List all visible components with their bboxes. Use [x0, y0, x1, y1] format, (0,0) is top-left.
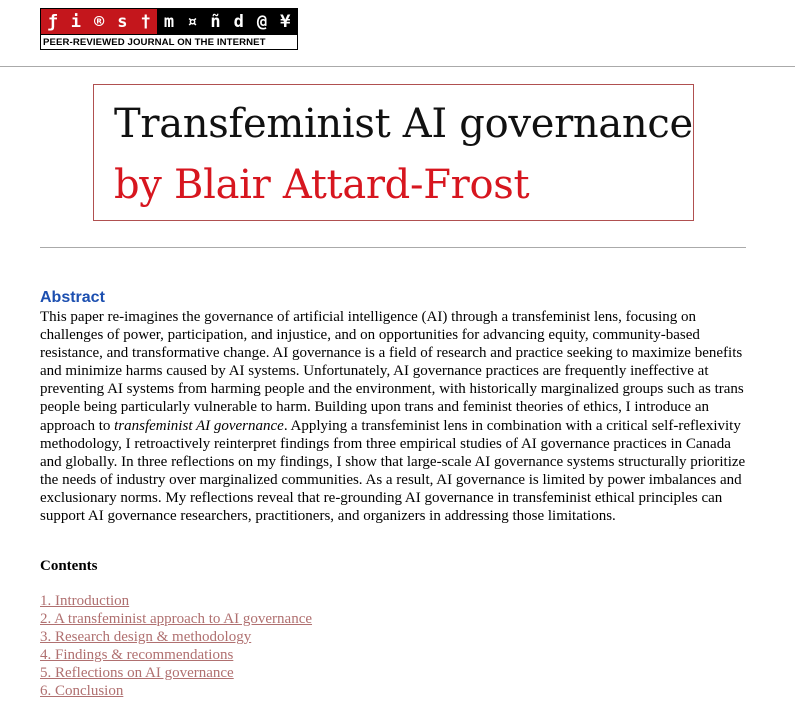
toc-item	[40, 682, 312, 700]
toc-item	[40, 610, 312, 628]
toc-link-introduction[interactable]: 1. Introduction	[40, 593, 130, 609]
table-of-contents	[40, 592, 312, 700]
logo-glyph: @	[250, 9, 273, 34]
toc-item	[40, 592, 312, 610]
toc-link-findings[interactable]: 4. Findings & recommendations	[40, 647, 234, 663]
journal-logo[interactable]	[40, 8, 298, 50]
logo-glyph: ƒ	[41, 9, 64, 34]
title-divider	[40, 247, 746, 248]
abstract-text	[40, 308, 755, 525]
toc-link-transfeminist-approach[interactable]: 2. A transfeminist approach to AI governance	[40, 611, 313, 627]
contents-heading: Contents	[40, 558, 98, 574]
logo-glyph: i	[64, 9, 87, 34]
toc-link-conclusion[interactable]: 6. Conclusion	[40, 683, 124, 699]
abstract-heading: Abstract	[40, 289, 105, 306]
logo-glyph: s	[111, 9, 134, 34]
article-author: by Blair Attard-Frost	[114, 162, 530, 208]
abstract-text-part: . Applying a transfeminist lens in combination with a critical self-reflexivity methodology, I retroactively reinterpret findings from three empirical studies of AI governance practices in Canada and globally. In three reflections on my findings, I show that large-scale AI governance systems structurally prioritize the needs of industry over marginalized communities. As a result, AI governance is limited by power imbalances and exclusionary norms. My reflections reveal that re-grounding AI governance in transfeminist ethical principles can support AI governance researchers, practitioners, and organizers in addressing those limitations.	[40, 417, 746, 525]
logo-glyph: †	[134, 9, 157, 34]
logo-glyph-row	[41, 9, 297, 34]
logo-tagline: PEER-REVIEWED JOURNAL ON THE INTERNET	[41, 34, 297, 50]
abstract-text-part: This paper re-imagines the governance of artificial intelligence (AI) through a transfeminist lens, focusing on challenges of power, participation, and injustice, and on opportunities for advancing equity, community-based resistance, and transformative change. AI governance is a field of research and practice seeking to maximize benefits and minimize harms caused by AI systems. Unfortunately, AI governance practices are frequently ineffective at preventing AI systems from harming people and the environment, with historically marginalized groups such as trans people being particularly vulnerable to harm. Building upon trans and feminist theories of ethics, I introduce an approach to	[40, 309, 744, 434]
article-title: Transfeminist AI governance	[114, 101, 693, 147]
logo-glyph: ¤	[181, 9, 204, 34]
toc-item	[40, 628, 312, 646]
logo-glyph: ñ	[204, 9, 227, 34]
abstract-italic-term: transfeminist AI governance	[114, 417, 284, 434]
logo-glyph: d	[227, 9, 250, 34]
toc-link-research-design[interactable]: 3. Research design & methodology	[40, 629, 252, 645]
header-divider	[0, 66, 795, 67]
toc-item	[40, 664, 312, 682]
logo-glyph: m	[157, 9, 180, 34]
toc-link-reflections[interactable]: 5. Reflections on AI governance	[40, 665, 234, 681]
logo-glyph: ®	[88, 9, 111, 34]
toc-item	[40, 646, 312, 664]
title-banner	[93, 84, 694, 221]
logo-glyph: ¥	[274, 9, 297, 34]
